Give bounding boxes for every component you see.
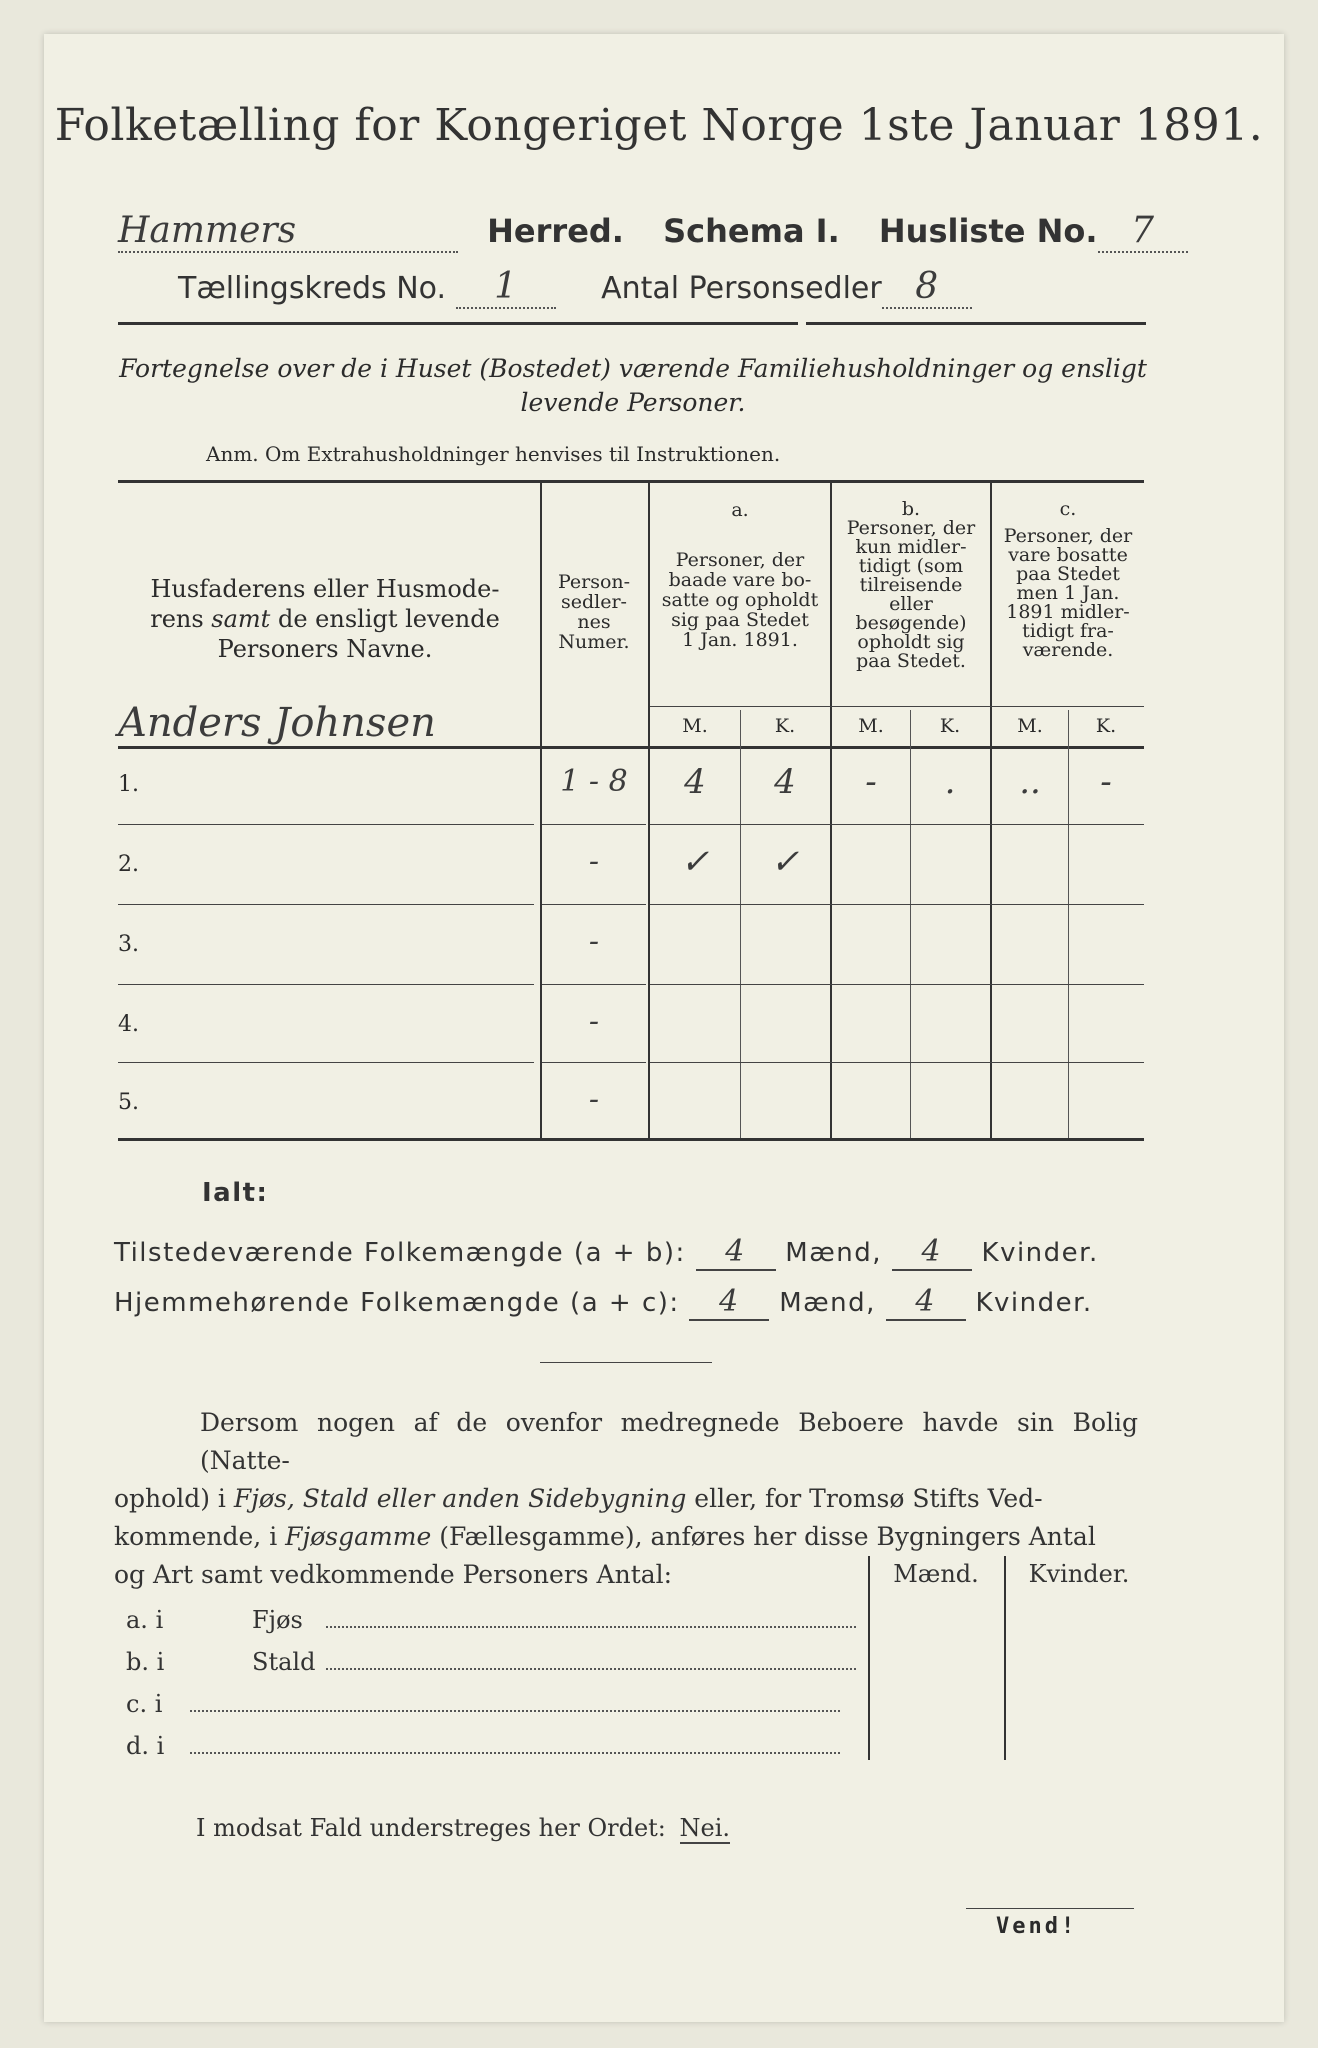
building-item-dotted-line — [190, 1732, 840, 1754]
col-num-l3: nes — [577, 611, 611, 633]
building-item-label: Stald — [252, 1648, 316, 1676]
para-l3b: Fjøsgamme — [285, 1522, 432, 1551]
col-c-letter: c. — [1059, 498, 1077, 520]
building-col-maend: Mænd. — [893, 1560, 979, 1588]
nei-word: Nei. — [679, 1814, 731, 1842]
intro-line-1: Fortegnelse over de i Huset (Bostedet) værende Familiehusholdninger og ensligt — [119, 354, 1147, 383]
col-b-l6: besøgende) — [855, 612, 967, 634]
building-item-letter: c. i — [126, 1690, 163, 1718]
kreds-label: Tællingskreds No. — [178, 271, 446, 306]
building-item — [126, 1732, 840, 1760]
col-names-l2b: samt — [211, 605, 271, 633]
herred-line — [118, 210, 1188, 253]
b-m-label: M. — [858, 715, 884, 737]
row-cell-a-k: ✓ — [770, 842, 800, 882]
building-item-letter: a. i — [126, 1606, 164, 1634]
col-names-l2a: rens — [150, 605, 212, 633]
ialt-label: Ialt: — [202, 1178, 269, 1208]
census-form-sheet — [44, 34, 1284, 2022]
kreds-line — [178, 266, 972, 309]
kreds-value: 1 — [456, 266, 556, 309]
building-col-divider-2 — [1004, 1556, 1006, 1760]
para-line-2 — [114, 1480, 1138, 1518]
col-a-l5: 1 Jan. 1891. — [682, 629, 798, 651]
hjemme-maend-label: Mænd, — [779, 1288, 876, 1318]
para-l3a: kommende, i — [114, 1522, 286, 1551]
col-b-l2: kun midler- — [855, 536, 967, 558]
row-rule — [650, 904, 1144, 905]
tilstede-label: Tilstedeværende Folkemængde (a + b): — [114, 1238, 686, 1268]
col-header-names — [130, 574, 520, 664]
antal-label: Antal Personsedler — [601, 271, 882, 306]
antal-value: 8 — [882, 266, 972, 309]
herred-label: Herred. — [487, 212, 624, 250]
head-of-household-name: Anders Johnsen — [118, 700, 436, 746]
row-sedler-number: - — [588, 924, 600, 959]
col-header-c — [992, 500, 1144, 660]
col-header-a — [650, 500, 830, 650]
col-c-l7: værende. — [1022, 639, 1114, 661]
building-col-divider-1 — [868, 1556, 870, 1760]
row-rule — [650, 984, 1144, 985]
separator-rule — [540, 1362, 712, 1363]
col-a-l3: satte og opholdt — [661, 589, 819, 611]
husliste-value: 7 — [1098, 210, 1188, 253]
para-line-1: Dersom nogen af de ovenfor medregnede Beboere havde sin Bolig (Natte- — [200, 1408, 1138, 1475]
row-sedler-number: 1 - 8 — [560, 764, 628, 799]
hjemme-maend-value: 4 — [689, 1284, 769, 1321]
a-k-label: K. — [774, 715, 796, 737]
building-item-dotted-line — [326, 1648, 856, 1670]
para-l2a: ophold) i — [114, 1484, 234, 1513]
modsat-line — [196, 1814, 730, 1842]
row-rule — [118, 904, 534, 905]
row-number: 2. — [118, 852, 139, 877]
hjemme-label: Hjemmehørende Folkemængde (a + c): — [114, 1288, 680, 1318]
vend-rule — [966, 1908, 1134, 1909]
building-item-letter: d. i — [126, 1732, 165, 1760]
header-rule-right — [806, 322, 1146, 325]
col-num-l4: Numer. — [558, 631, 630, 653]
mk-rule — [650, 706, 1144, 707]
col-b-l7: opholdt sig — [857, 631, 965, 653]
col-num-l1: Person- — [557, 571, 631, 593]
building-col-kvinder: Kvinder. — [1028, 1560, 1130, 1588]
tilstede-maend-label: Mænd, — [785, 1238, 882, 1268]
col-c-l4: men 1 Jan. — [1016, 582, 1120, 604]
col-a-l1: Personer, der — [675, 549, 805, 571]
col-header-b — [832, 500, 990, 671]
header-rule-left — [118, 322, 798, 325]
row-rule — [542, 904, 646, 905]
col-a-l4: sig paa Stedet — [671, 609, 809, 631]
row-rule — [650, 824, 1144, 825]
row-sedler-number: - — [588, 1082, 600, 1117]
para-line-3 — [114, 1518, 1138, 1556]
col-b-l8: paa Stedet. — [856, 650, 966, 672]
col-names-line2 — [130, 604, 520, 634]
row-cell-c-k: - — [1100, 762, 1112, 802]
building-item — [126, 1648, 856, 1676]
form-title: Folketælling for Kongeriget Norge 1ste Januar 1891. — [54, 100, 1264, 151]
modsat-label: I modsat Fald understreges her Ordet: — [196, 1814, 666, 1842]
row-cell-b-k: . — [944, 762, 956, 802]
col-header-num — [542, 572, 646, 652]
building-item-dotted-line — [190, 1690, 840, 1712]
col-c-l5: 1891 midler- — [1006, 601, 1130, 623]
b-k-label: K. — [939, 715, 961, 737]
building-item — [126, 1690, 840, 1718]
table-bottom-rule — [118, 1138, 1144, 1141]
row-rule — [118, 984, 534, 985]
col-c-l3: paa Stedet — [1016, 563, 1120, 585]
a-m-label: M. — [682, 715, 708, 737]
para-line-4: og Art samt vedkommende Personers Antal: — [114, 1560, 673, 1589]
schema-label: Schema I. — [663, 212, 840, 250]
tilstede-kvinder-value: 4 — [892, 1234, 972, 1271]
herred-value: Hammers — [118, 210, 458, 253]
building-item-dotted-line — [326, 1606, 856, 1628]
row-sedler-number: - — [588, 844, 600, 879]
row-rule — [542, 984, 646, 985]
para-l2b: Fjøs, Stald eller anden Sidebygning — [233, 1484, 687, 1513]
col-c-l6: tidigt fra- — [1022, 620, 1114, 642]
intro-line-2: levende Personer. — [520, 388, 746, 417]
vend-label: Vend! — [996, 1914, 1078, 1939]
col-b-l1: Personer, der — [846, 517, 976, 539]
para-l2c: eller, for Tromsø Stifts Ved- — [686, 1484, 1043, 1513]
tilstede-line — [114, 1234, 1099, 1271]
row-rule — [118, 1062, 534, 1063]
c-m-label: M. — [1017, 715, 1043, 737]
row-rule — [542, 824, 646, 825]
row-cell-a-m: 4 — [684, 762, 706, 802]
para-l3c: (Fællesgamme), anføres her disse Bygningers Antal — [431, 1522, 1096, 1551]
hjemme-kvinder-value: 4 — [886, 1284, 966, 1321]
husliste-label: Husliste No. — [878, 212, 1098, 250]
row-cell-b-m: - — [865, 762, 877, 802]
row-cell-c-m: .. — [1019, 762, 1041, 802]
building-item-label: Fjøs — [252, 1606, 303, 1634]
c-k-label: K. — [1095, 715, 1117, 737]
col-num-l2: sedler- — [561, 591, 627, 613]
col-b-letter: b. — [901, 498, 921, 520]
col-b-l5: eller — [889, 593, 933, 615]
row-cell-a-m: ✓ — [680, 842, 710, 882]
col-a-l2: baade vare bo- — [668, 569, 812, 591]
row-cell-a-k: 4 — [774, 762, 796, 802]
row-number: 4. — [118, 1012, 139, 1037]
col-names-line1: Husfaderens eller Husmode- — [150, 575, 500, 603]
hjemme-kvinder-label: Kvinder. — [975, 1288, 1093, 1318]
row-rule — [118, 824, 534, 825]
row-sedler-number: - — [588, 1004, 600, 1039]
row-number: 1. — [118, 772, 139, 797]
tilstede-kvinder-label: Kvinder. — [981, 1238, 1099, 1268]
hjemme-line — [114, 1284, 1093, 1321]
col-b-l3: tidigt (som — [858, 555, 964, 577]
row-rule — [650, 1062, 1144, 1063]
building-item-letter: b. i — [126, 1648, 165, 1676]
row-rule — [542, 1062, 646, 1063]
col-names-line3: Personers Navne. — [217, 635, 433, 663]
building-item — [126, 1606, 856, 1634]
anm-note: Anm. Om Extrahusholdninger henvises til Instruktionen. — [206, 442, 781, 466]
intro-text — [118, 352, 1148, 420]
col-b-l4: tilreisende — [859, 574, 963, 596]
col-names-l2c: de ensligt levende — [270, 605, 500, 633]
col-c-l2: vare bosatte — [1008, 544, 1128, 566]
row-number: 5. — [118, 1090, 139, 1115]
row-number: 3. — [118, 932, 139, 957]
tilstede-maend-value: 4 — [696, 1234, 776, 1271]
col-a-letter: a. — [731, 499, 749, 521]
col-c-l1: Personer, der — [1003, 525, 1133, 547]
